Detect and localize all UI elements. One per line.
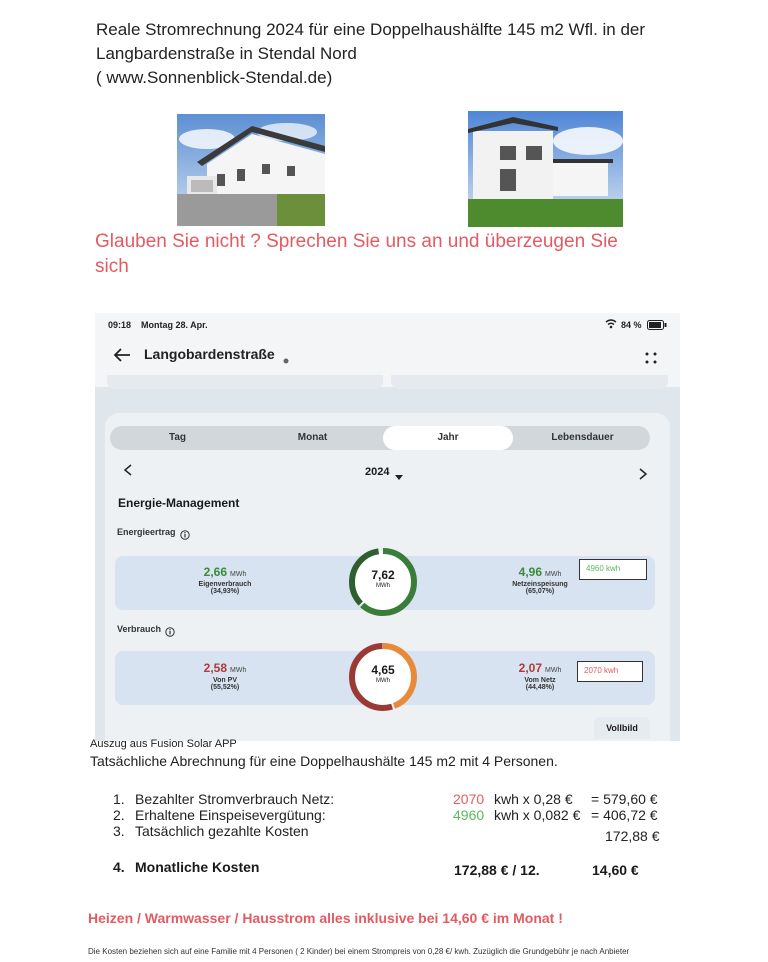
ertrag-total-unit: MWh — [376, 583, 390, 589]
partial-card-left — [107, 375, 383, 389]
tab-tag[interactable]: Tag — [168, 432, 187, 443]
info-dot-icon — [283, 351, 289, 369]
dropdown-caret-icon[interactable] — [395, 468, 403, 486]
ertrag-label: Energieertrag — [117, 527, 176, 537]
app-screenshot — [95, 313, 680, 741]
year-selector[interactable]: 2024 — [365, 466, 390, 478]
netzeinspeisung-pct: (65,07%) — [525, 588, 555, 595]
verbrauch-total: 4,65 — [371, 663, 395, 677]
house-photo-2 — [468, 111, 623, 227]
house-photo-1 — [177, 114, 325, 226]
bill-calc-1: kwh x 0,28 € — [494, 791, 573, 807]
von-pv-pct: (55,52%) — [210, 684, 240, 691]
status-date: Montag 28. Apr. — [141, 320, 208, 330]
bill-label-3: Tatsächlich gezahlte Kosten — [135, 823, 309, 839]
bill-kwh-2: 4960 — [453, 807, 485, 823]
bill-num-1: 1. — [113, 791, 125, 807]
bill-result-1: = 579,60 € — [591, 791, 658, 807]
monthly-num: 4. — [113, 859, 125, 875]
monthly-result: 14,60 € — [592, 862, 639, 878]
partial-card-right — [391, 375, 668, 389]
next-period-icon[interactable] — [638, 467, 648, 485]
bill-label-1: Bezahlter Stromverbrauch Netz: — [135, 791, 335, 807]
monthly-calc: 172,88 € / 12. — [454, 862, 540, 878]
more-options-icon[interactable] — [645, 351, 657, 369]
status-time: 09:18 — [108, 320, 132, 330]
claim-line-1: Glauben Sie nicht ? Sprechen Sie uns an und überzeugen Sie — [95, 231, 618, 252]
tab-monat[interactable]: Monat — [297, 432, 328, 443]
abrechnung-title: Tatsächliche Abrechnung für eine Doppelhaushälte 145 m2 mit 4 Personen. — [90, 753, 558, 769]
bill-label-2: Erhaltene Einspeisevergütung: — [135, 807, 326, 823]
bill-num-3: 3. — [113, 823, 125, 839]
ertrag-donut — [347, 546, 419, 618]
netzeinspeisung-unit: MWh — [545, 571, 562, 578]
title-line-1: Reale Stromrechnung 2024 für eine Doppelhaushälfte 145 m2 Wfl. in der — [96, 20, 646, 39]
document-title — [96, 18, 716, 90]
battery-icon — [647, 320, 667, 332]
app-title: Langobardenstraße — [144, 346, 275, 362]
ertrag-left — [175, 563, 275, 595]
verbrauch-total-unit: MWh — [376, 678, 390, 684]
verbrauch-donut — [347, 641, 419, 713]
title-line-2: Langbardenstraße in Stendal Nord — [96, 44, 357, 63]
vom-netz-label: Vom Netz — [524, 677, 556, 684]
verbrauch-right — [490, 659, 590, 691]
einspeisung-note: 4960 kwh — [579, 559, 647, 580]
prev-period-icon[interactable] — [123, 463, 133, 481]
bill-result-3: 172,88 € — [605, 828, 660, 844]
netzeinspeisung-label: Netzeinspeisung — [512, 581, 568, 588]
bill-num-2: 2. — [113, 807, 125, 823]
eigenverbrauch-label: Eigenverbrauch — [198, 581, 252, 588]
title-line-3: ( www.Sonnenblick-Stendal.de) — [96, 68, 333, 87]
verbrauch-info-icon[interactable] — [165, 624, 175, 642]
app-caption: Auszug aus Fusion Solar APP — [90, 738, 237, 750]
von-pv-label: Von PV — [213, 677, 237, 684]
vom-netz-unit: MWh — [545, 667, 562, 674]
battery-level: 84 % — [621, 320, 642, 330]
netzeinspeisung-value: 4,96 — [518, 565, 542, 579]
period-tabs — [110, 426, 650, 450]
vom-netz-value: 2,07 — [518, 661, 542, 675]
claim-line-2: sich — [95, 256, 129, 277]
netzbezug-note: 2070 kwh — [577, 661, 643, 682]
von-pv-value: 2,58 — [203, 661, 227, 675]
eigenverbrauch-value: 2,66 — [203, 565, 227, 579]
bill-calc-2: kwh x 0,082 € — [494, 807, 581, 823]
ertrag-total: 7,62 — [371, 568, 395, 582]
claim-text — [95, 229, 695, 279]
vom-netz-pct: (44,48%) — [525, 684, 555, 691]
vollbild-label: Vollbild — [606, 723, 638, 733]
section-title: Energie-Management — [118, 496, 240, 510]
ertrag-right — [490, 563, 590, 595]
fineprint: Die Kosten beziehen sich auf eine Familie mit 4 Personen ( 2 Kinder) bei einem Strompreis von 0,28 €/ kwh. Zuzüglich die Grundgebühr je nach Anbieter — [88, 947, 630, 956]
monthly-label: Monatliche Kosten — [135, 859, 260, 875]
eigenverbrauch-unit: MWh — [230, 571, 247, 578]
von-pv-unit: MWh — [230, 667, 247, 674]
bill-kwh-1: 2070 — [453, 791, 485, 807]
tab-jahr[interactable]: Jahr — [383, 426, 513, 450]
footer-highlight: Heizen / Warmwasser / Hausstrom alles inklusive bei 14,60 € im Monat ! — [88, 910, 563, 926]
ertrag-info-icon[interactable] — [180, 527, 190, 545]
wifi-icon — [605, 319, 617, 331]
tab-lebensdauer[interactable]: Lebensdauer — [551, 432, 614, 443]
verbrauch-label: Verbrauch — [117, 624, 162, 634]
bill-result-2: = 406,72 € — [591, 807, 658, 823]
status-bar — [95, 313, 680, 341]
vollbild-button[interactable] — [594, 717, 650, 739]
verbrauch-left — [175, 659, 275, 691]
back-arrow-icon[interactable] — [113, 347, 131, 368]
eigenverbrauch-pct: (34,93%) — [210, 588, 240, 595]
